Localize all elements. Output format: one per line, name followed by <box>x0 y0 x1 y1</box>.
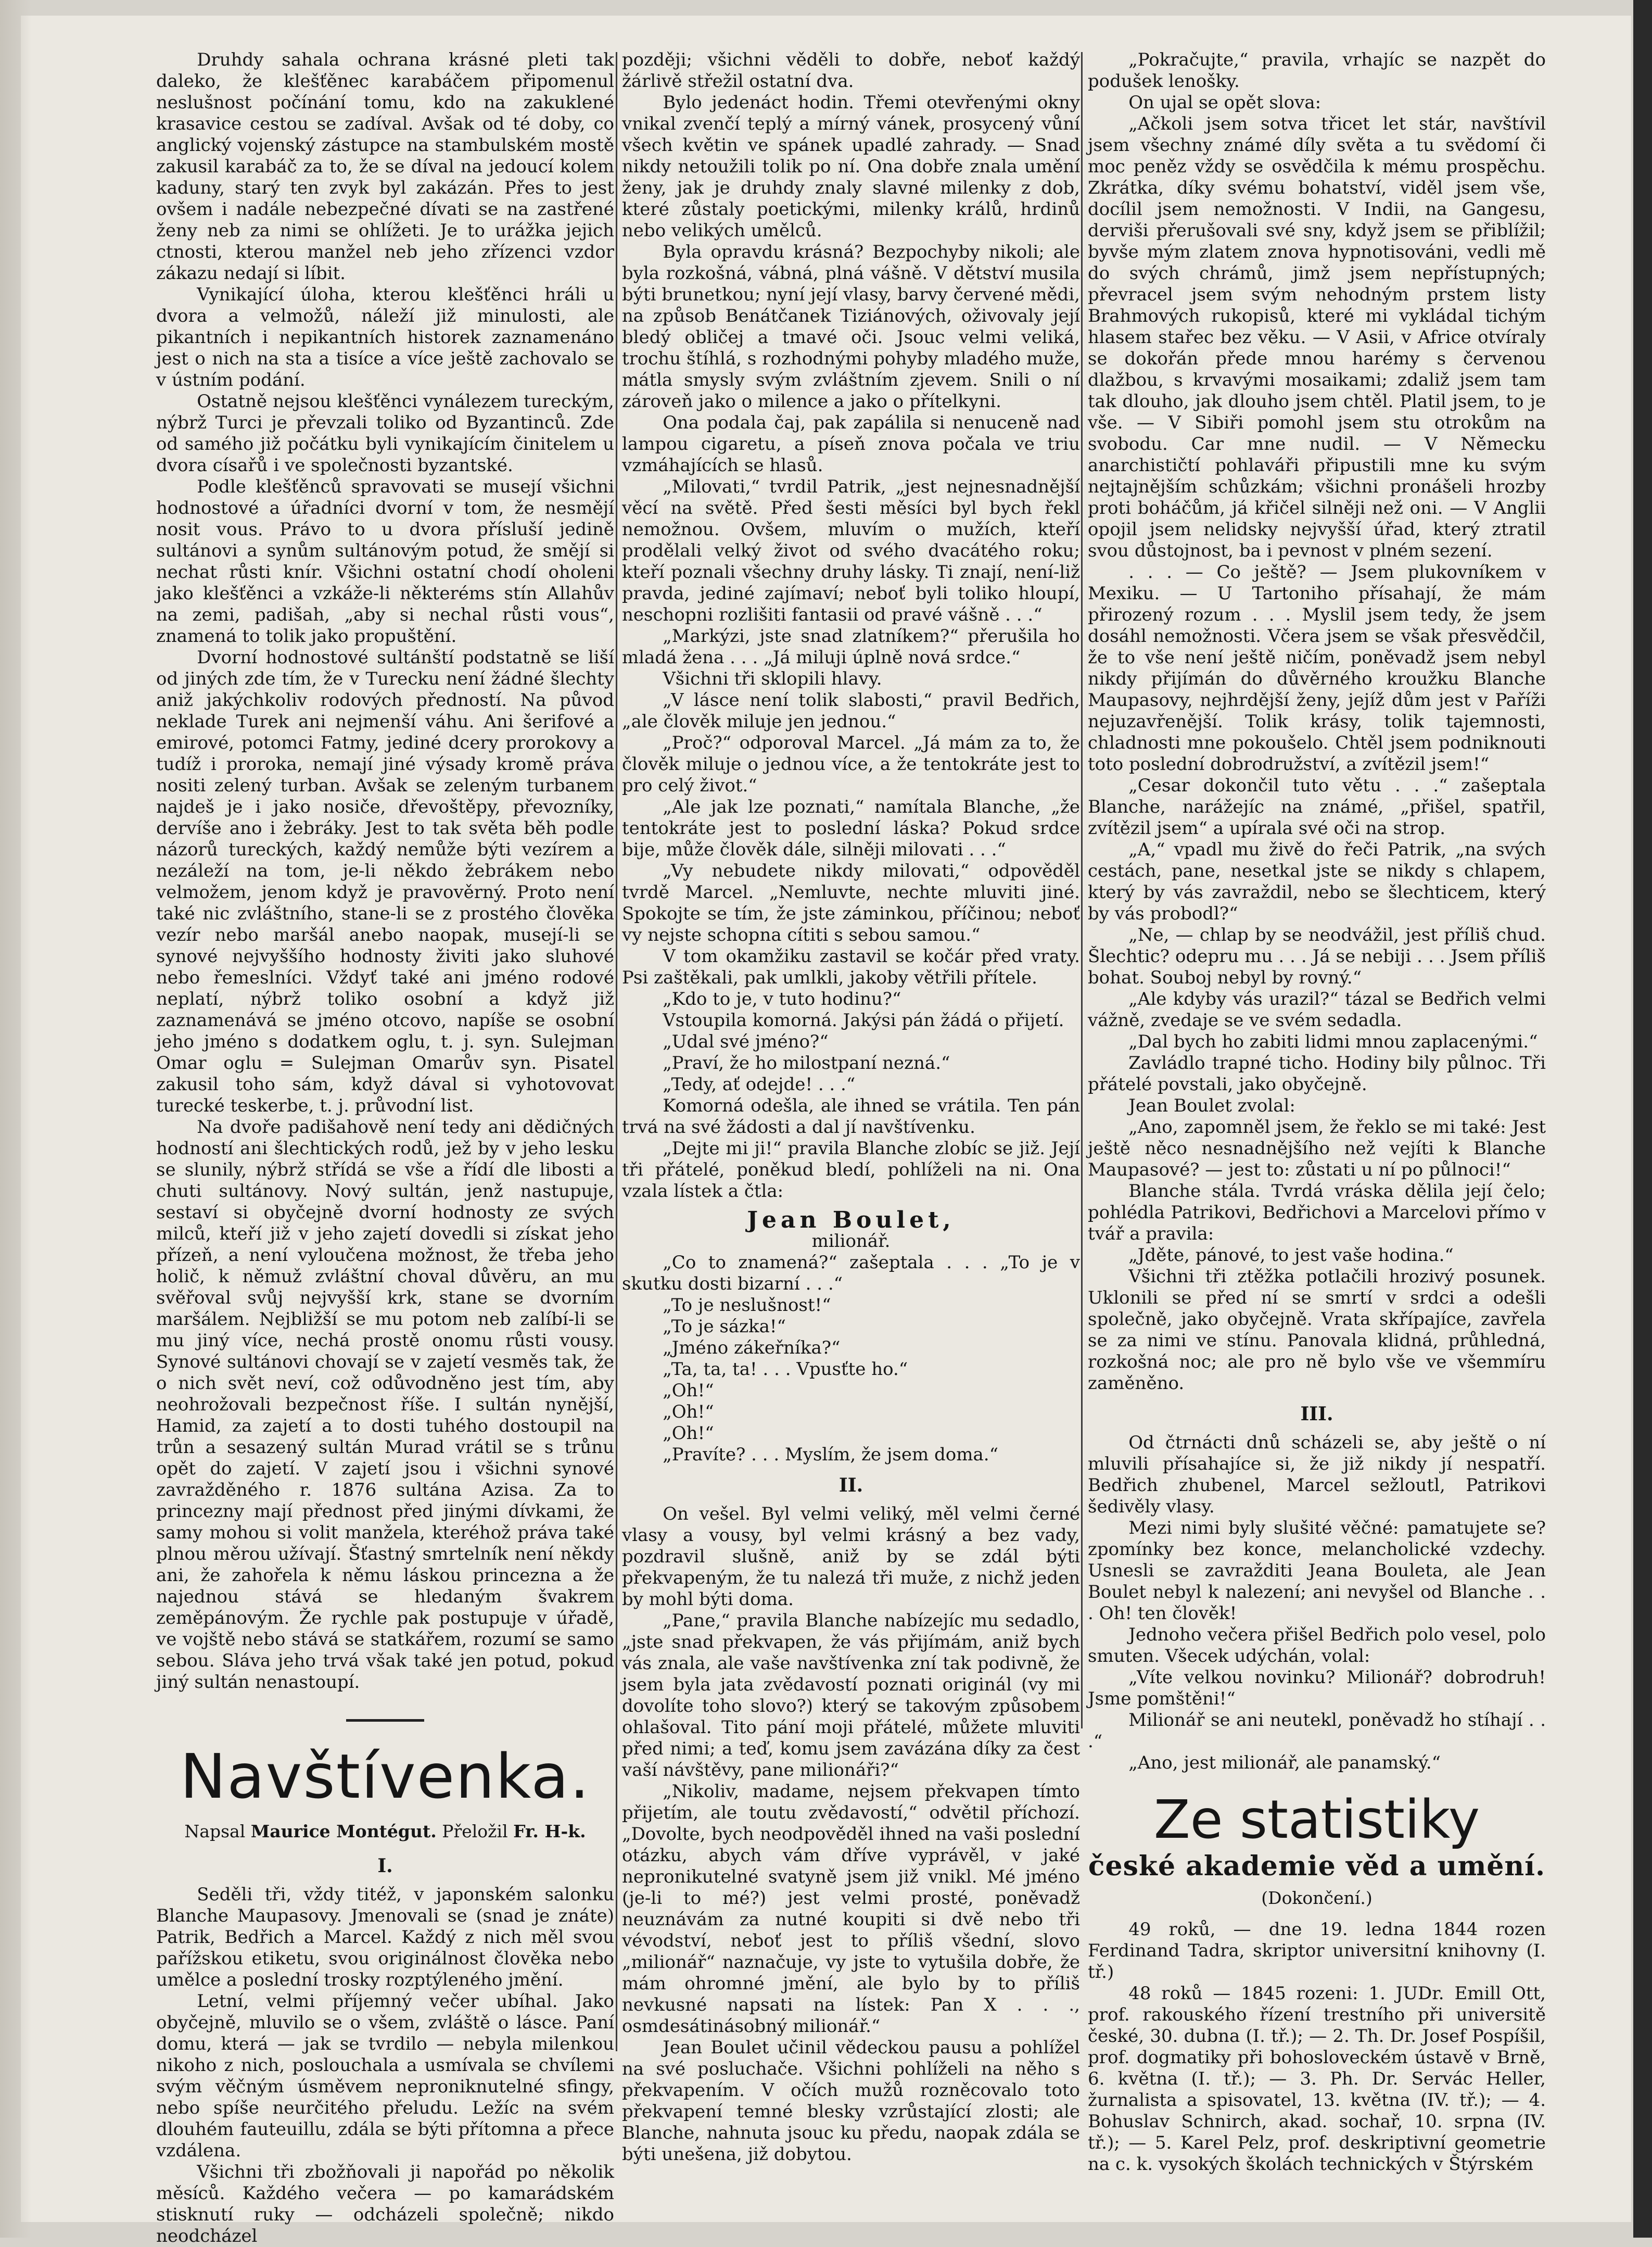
story-paragraph: Komorná odešla, ale ihned se vrátila. Ten pán trvá na své žádosti a dal jí navštívenku. <box>622 1095 1080 1138</box>
story-paragraph: „Ano, jest milionář, ale panamský.“ <box>1128 1752 1441 1773</box>
story-paragraph: „Víte velkou novinku? Milionář? dobrodruh! Jsme pomštěni!“ <box>1088 1667 1546 1709</box>
article-paragraph: Vynikající úloha, kterou klešťěnci hráli u dvora a velmožů, náleží již minulosti, ale pikantních i nepikantních historek zaznamenáno jest o nich na sta a tisíce a více ještě zachovalo se v ústním podání. <box>156 284 614 390</box>
story-paragraph: „Vy nebudete nikdy milovati,“ odpověděl tvrdě Marcel. „Nemluvte, nechte mluviti jiné. Spokojte se tím, že jste záminkou, příčinou; neboť vy nejste schopna cítiti s sebou samou.“ <box>622 861 1080 945</box>
story-paragraph: „Oh!“ <box>663 1380 714 1401</box>
article-paragraph: Druhdy sahala ochrana krásné pleti tak daleko, že klešťěnec karabáčem připomenul neslušnost počínání tomu, kdo na zakuklené krasavice cestou se zadíval. Avšak od té doby, co anglický vojenský zástupce na stambulském mostě zakusil karabáč za to, že se díval na jedoucí kolem kaduny, starý ten zvyk byl zakázán. Přes to jest ovšem i nadále nebezpečné dívati se na zastřené ženy neb za nimi se ohlížeti. Je to urážka jejich ctnosti, kterou manžel neb jeho zřízenci vzdor zákazu nedají si líbit. <box>156 49 614 284</box>
article-paragraph: Ostatně nejsou klešťěnci vynálezem tureckým, nýbrž Turci je převzali toliko od Byzantinců. Zde od samého již počátku byli vynikajícím činitelem u dvora císařů i ve společnosti byzantské. <box>156 391 614 476</box>
story-paragraph: „Jděte, pánové, to jest vaše hodina.“ <box>1128 1245 1454 1266</box>
story-paragraph: později; všichni věděli to dobře, neboť každý žárlivě střežil ostatní dva. <box>622 49 1080 92</box>
chapter-heading: III. <box>1300 1403 1333 1425</box>
story-paragraph: Mezi nimi byly slušité věčné: pamatujete se? zpomínky bez konce, melancholické vzdechy. Usnesli se zavražditi Jeana Bouleta, ale Jean Boulet nebyl k nalezení; ani nevyšel od Blanche . . . Oh! ten člověk! <box>1088 1518 1546 1624</box>
chapter-heading: II. <box>838 1474 863 1496</box>
story-paragraph: „Proč?“ odporoval Marcel. „Já mám za to, že člověk miluje o jednou více, a že tentokráte jest to pro celý život.“ <box>622 733 1080 796</box>
statistics-entry: 48 roků — 1845 rozeni: 1. JUDr. Emill Ott, prof. rakouského řízení trestního při universitě české, 30. dubna (I. tř.); — 2. Th. Dr. Josef Pospíšil, prof. dogmatiky při bohosloveckém ústavě v Brně, 6. května (I. tř.); — 3. Ph. Dr. Servác Heller, žurnalista a spisovatel, 13. května (IV. tř.); — 4. Bohuslav Schnirch, akad. sochař, 10. srpna (IV. tř.); — 5. Karel Pelz, prof. deskriptivní geometrie na c. k. vysokých školách technických v Štýrském <box>1088 1983 1546 2175</box>
page-right-edge <box>1633 0 1652 2238</box>
story-paragraph: „To je neslušnost!“ <box>663 1295 831 1316</box>
statistics-subtitle: české akademie věd a umění. <box>1088 1850 1546 1882</box>
story-paragraph: Ona podala čaj, pak zapálila si nenuceně nad lampou cigaretu, a píseň znova počala ve triu vzmáhajících se hlasů. <box>622 412 1080 476</box>
story-paragraph: „Praví, že ho milostpaní nezná.“ <box>663 1053 950 1074</box>
story-paragraph: Blanche stála. Tvrdá vráska dělila její čelo; pohlédla Patrikovi, Bedřichovi a Marcelovi přímo v tvář a pravila: <box>1088 1181 1546 1244</box>
story-paragraph: „Co to znamená?“ zašeptala . . . „To je v skutku dosti bizarní . . .“ <box>622 1252 1080 1294</box>
byline-prefix: Napsal <box>184 1821 246 1841</box>
story-paragraph: Milionář se ani neutekl, poněvadž ho stíhají . . .“ <box>1088 1710 1546 1752</box>
story-paragraph: Seděli tři, vždy titéž, v japonském salonku Blanche Maupasovy. Jmenovali se (snad je znáte) Patrik, Bedřich a Marcel. Každý z nich měl svou pařížskou etiketu, svou originálnost člověka nebo umělce a poslední trosky rozptýleného jmění. <box>156 1884 614 1990</box>
article-paragraph: Na dvoře padišahově není tedy ani dědičných hodností ani šlechtických rodů, jež by v jeho lesku se slunily, nýbrž střídá se vše a řídí dle libosti a chuti sultánovy. Nový sultán, jenž nastupuje, sestaví si obyčejně dvorní hodnosty ze svých milců, kteří již v jeho zajetí dovedli si získat jeho přízeň, a není vyloučena možnost, že třeba jeho holič, k němuž zvláštní choval důvěru, an mu svěřoval svůj nejvyšší krk, stane se dvorním maršálem. Nejbližší se mu potom neb zalíbí-li se mu jiný více, nechá prostě onomu růsti vousy. Synové sultánovi chovají se v zajetí vesměs tak, že o nich svět neví, což odůvodněno jest tím, aby neohrožovali bezpečnost říše. I sultán nynější, Hamid, za zajetí a to dosti tuhého dostoupil na trůn a sesazený sultán Murad vrátil se s trůnu opět do zajetí. V zajetí jsou i všichni synové zavražděného r. 1876 sultána Azisa. Za to princezny mají přednost před jinými dívkami, že samy mohou si volit manžela, kteréhož práva také plnou měrou užívají. Šťastný smrtelník není někdy ani, že zahořela k němu láskou princezna a že najednou stává se hledaným švakrem zeměpánovým. Že rychle pak postupuje v úřadě, ve vojště nebo stává se statkářem, rozumí se samo sebou. Sláva jeho trvá však také jen potud, pokud jiný sultán nenastoupí. <box>156 1117 614 1693</box>
story-paragraph: On ujal se opět slova: <box>1128 92 1321 113</box>
article-paragraph: Podle klešťěnců spravovati se musejí všichni hodnostové a úřadníci dvorní v tom, že nesmějí nosit vous. Právo to u dvora přísluší jedině sultánovi a synům sultánovým potud, že smějí si nechat růsti knír. Všichni ostatní chodí oholeni jako klešťěnci a vzkáže-li některéms stín Allahův na zemi, padišah, „aby si nechal růsti vous“, znamená to tolik jako propuštění. <box>156 476 614 647</box>
story-paragraph: „Milovati,“ tvrdil Patrik, „jest nejnesnadnější věcí na světě. Před šesti měsíci byl bych řekl nemožnou. Ovšem, mluvím o mužích, kteří prodělali velký život od svého dvacátého roku; kteří poznali všechny druhy lásky. Ti znají, není-liž pravda, jediné zajímaví; neboť byli toliko hloupí, neschopni rozlišiti fantasii od pravé vášně . . .“ <box>622 476 1080 625</box>
column-1 <box>156 49 614 2246</box>
story-paragraph: „Ne, — chlap by se neodvážil, jest příliš chud. Šlechtic? odepru mu . . . Já se nebiji . . . Jsem příliš bohat. Souboj nebyl by rovný.“ <box>1088 925 1546 988</box>
story-paragraph: . . . — Co ještě? — Jsem plukovníkem v Mexiku. — U Tartoniho přísahají, že mám přirozený rozum . . . Myslil jsem tedy, že jsem dosáhl nemožnosti. Včera jsem se však přesvědčil, že to vše není ještě ničím, poněvadž jsem nebyl nikdy přijímán do důvěrného kroužku Blanche Maupasovy, nejhrdější ženy, jejíž dům jest v Paříži nejuzavřenější. Tolik krásy, tolik tajemnosti, chladnosti mne pokoušelo. Chtěl jsem podniknouti toto poslední dobrodružství, a zvítězil jsem!“ <box>1088 562 1546 775</box>
story-paragraph: „Pane,“ pravila Blanche nabízejíc mu sedadlo, „jste snad překvapen, že vás přijímám, aniž bych vás znala, ale vaše navštívenka zní tak podivně, že jsem byla jata zvědavostí poznati originál (vy mi dovolíte toho slovo?) který se takovým způsobem ohlašoval. Tito pání moji přátelé, můžete mluviti před nimi; a teď, komu jsem zavázána díky za čest vaší návštěvy, pane milionáři?“ <box>622 1610 1080 1781</box>
story-paragraph: Zavládlo trapné ticho. Hodiny bily půlnoc. Tři přátelé povstali, jako obyčejně. <box>1088 1053 1546 1095</box>
story-paragraph: „Ačkoli jsem sotva třicet let stár, navštívil jsem všechny známé díly světa a tu svědomí či moc peněz vždy se osvědčila k mému prospěchu. Zkrátka, díky svému bohatství, viděl jsem vše, docílil jsem nemožnosti. V Indii, na Gangesu, derviši přerušovali své sny, když jsem se přiblížil; byvše mým zlatem znova hypnotisováni, vedli mě do svých chrámů, jimž jsem nepřístupných; převracel jsem svým nehodným prstem listy Brahmových rukopisů, které mi vykládal tichým hlasem stařec bez věku. — V Asii, v Africe otvíraly se dokořán přede mnou harémy s červenou dlažbou, s krvavými mosaikami; zdaliž jsem tam tak dlouho, jak dlouho jsem chtěl. Platil jsem, to je vše. — V Sibiři pomohl jsem stu otrokům na svobodu. Car mne nudil. — V Německu anarchističtí pohlaváři připustili mne ku svým nejtajnějším schůzkám; všichni pronášeli hrozby proti boháčům, já křičel silněji než oni. — V Anglii opojil jsem nelidsky nejvyšší úřad, který ztratil svou důstojnost, ba i pevnost v plném sezení. <box>1088 113 1546 561</box>
story-paragraph: „Oh!“ <box>663 1423 714 1444</box>
story-paragraph: Jednoho večera přišel Bedřich polo vesel, polo smuten. Všecek udýchán, volal: <box>1088 1624 1546 1667</box>
story-paragraph: Od čtrnácti dnů scházeli se, aby ještě o ní mluvili přísahajíce si, že již nikdy jí nespatří. Bedřich zhubenel, Marcel sežloutl, Patrikovi šedivěly vlasy. <box>1088 1432 1546 1517</box>
story-paragraph: Jean Boulet zvolal: <box>1128 1095 1295 1116</box>
story-paragraph: „Ta, ta, ta! . . . Vpusťte ho.“ <box>663 1359 908 1380</box>
story-paragraph: Všichni tři zbožňovali ji napořád po několik měsíců. Každého večera — po kamarádském stisknutí ruky — odcházeli společně; nikdo neodcházel <box>156 2162 614 2246</box>
story-paragraph: „Kdo to je, v tuto hodinu?“ <box>663 989 901 1009</box>
story-paragraph: Jean Boulet učinil vědeckou pausu a pohlížel na své posluchače. Všichni pohlíželi na něho s překvapením. V očích mužů rozněcovalo toto překvapení temné blesky vzrůstající zlosti; ale Blanche, nahnuta jsouc ku předu, naopak zdála se býti unešena, již dobytou. <box>622 2037 1080 2165</box>
column-rule-2 <box>1081 52 1083 1728</box>
story-paragraph: „Dejte mi ji!“ pravila Blanche zlobíc se již. Její tři přátelé, poněkud bledí, pohlíželi na ni. Ona vzala lístek a čtla: <box>622 1138 1080 1202</box>
story-paragraph: „Jméno zákeřníka?“ <box>663 1337 841 1358</box>
story-paragraph: „Ano, zapomněl jsem, že řeklo se mi také: Jest ještě něco nesnadnějšího než vejíti k Blanche Maupasové? — jest to: zůstati u ní po půlnoci!“ <box>1088 1117 1546 1180</box>
calling-card-title: milionář. <box>811 1231 891 1252</box>
story-paragraph: „Markýzi, jste snad zlatníkem?“ přerušila ho mladá žena . . . „Já miluji úplně nová srdce.“ <box>622 626 1080 668</box>
statistics-entry: 49 roků, — dne 19. ledna 1844 rozen Ferdinand Tadra, skriptor universitní knihovny (I. tř.) <box>1088 1919 1546 1983</box>
byline-translated: Přeložil <box>442 1821 508 1841</box>
story-paragraph: „Ale jak lze poznati,“ namítala Blanche, „že tentokráte jest to poslední láska? Pokud srdce bije, může člověk dále, silněji milovati . . .“ <box>622 797 1080 860</box>
page-left-shadow <box>0 0 31 2238</box>
byline-author: Maurice Montégut. <box>250 1821 437 1841</box>
section-divider <box>346 1719 424 1722</box>
story-paragraph: „Oh!“ <box>663 1402 714 1422</box>
story-paragraph: „Tedy, ať odejde! . . .“ <box>663 1074 856 1095</box>
chapter-heading: I. <box>377 1855 393 1877</box>
column-3 <box>1088 49 1546 2175</box>
story-paragraph: „Ale kdyby vás urazil?“ tázal se Bedřich velmi vážně, zvedaje se ve svém sedadla. <box>1088 989 1546 1031</box>
story-paragraph: „Pravíte? . . . Myslím, že jsem doma.“ <box>663 1444 998 1465</box>
story-title: Navštívenka. <box>180 1740 591 1812</box>
story-paragraph: „V lásce není tolik slabosti,“ pravil Bedřich, „ale člověk miluje jen jednou.“ <box>622 690 1080 732</box>
story-paragraph: „A,“ vpadl mu živě do řeči Patrik, „na svých cestách, pane, nesetkal jste se nikdy s chlapem, který by vás zavraždil, nebo se šlechticem, který by vás probodl?“ <box>1088 839 1546 924</box>
story-paragraph: Bylo jedenáct hodin. Třemi otevřenými okny vnikal zvenčí teplý a mírný vánek, prosycený vůní všech květin ve spánek upadlé zahrady. — Snad nikdy netoužili tolik po ní. Ona dobře znala umění ženy, jak je druhdy znaly slavné milenky z dob, které zůstaly poetickými, milenky králů, hrdinů nebo velikých umělců. <box>622 92 1080 241</box>
story-paragraph: Všichni tři sklopili hlavy. <box>663 668 882 689</box>
story-paragraph: „Udal své jméno?“ <box>663 1031 829 1052</box>
story-paragraph: „To je sázka!“ <box>663 1316 786 1337</box>
story-byline <box>156 1821 614 1842</box>
column-rule-1 <box>616 52 617 2051</box>
story-paragraph: Všichni tři ztěžka potlačili hrozivý posunek. Uklonili se před ní se smrtí v srdci a odešli společně, jako obyčejně. Vrata skřípajíce, zavřela se za nimi ve stínu. Panovala klidná, průhledná, rozkošná noc; ale pro ně bylo vše ve všemmíru zaměněno. <box>1088 1266 1546 1394</box>
story-paragraph: Letní, velmi příjemný večer ubíhal. Jako obyčejně, mluvilo se o všem, zvláště o lásce. Paní domu, která — jak se tvrdilo — nebyla milenkou nikoho z nich, poslouchala a usmívala se chvílemi svým věčným úsměvem neproniknutelné sfingy, nebo spíše neurčitého přeludu. Ležíc na svém dlouhém fauteuillu, zdála se býti přítomna a přece vzdálena. <box>156 1991 614 2161</box>
story-paragraph: „Dal bych ho zabiti lidmi mnou zaplacenými.“ <box>1128 1031 1538 1052</box>
story-paragraph: Vstoupila komorná. Jakýsi pán žádá o přijetí. <box>663 1010 1064 1031</box>
story-paragraph: „Cesar dokončil tuto větu . . .“ zašeptala Blanche, narážejíc na známé, „přišel, spatřil, zvítězil jsem“ a upírala své oči na strop. <box>1088 775 1546 839</box>
story-paragraph: V tom okamžiku zastavil se kočár před vraty. Psi zaštěkali, pak umlkli, jakoby větřili přítele. <box>622 946 1080 988</box>
story-paragraph: On vešel. Byl velmi veliký, měl velmi černé vlasy a vousy, byl velmi krásný a bez vady, pozdravil slušně, aniž by se zdál býti překvapeným, že tu nalezá tři muže, z nichž jeden by mohl býti doma. <box>622 1504 1080 1610</box>
statistics-title: Ze statistiky <box>1153 1789 1480 1851</box>
article-paragraph: Dvorní hodnostové sultánští podstatně se liší od jiných zde tím, že v Turecku není žádné šlechty aniž jakýchkoliv rodových předností. Na původ neklade Turek ani nejmenší váhu. Ani šerifové a emirové, potomci Fatmy, jediné dcery prorokovy a tudíž i proroka, nemají jiné výsady kromě práva nositi zelený turban. Avšak se zeleným turbanem najdeš je i jako nosiče, dřevoštěpy, převozníky, dervíše ano i žebráky. Jest to tak světa běh podle názorů tureckých, každý nemůže býti vezírem a nezáleží na tom, je-li někdo žebrákem nebo velmožem, jenom když je pravověrný. Proto není také nic zvláštního, stane-li se z prostého člověka vezír nebo maršál anebo naopak, musejí-li se synové nejvyššího hodnosty živiti jako sluhové nebo řemeslníci. Vždyť také ani jméno rodové neplatí, nýbrž toliko osobní a když již zaznamenává se jméno otcovo, napíše se osobní jeho jméno s dodatkem oglu, t. j. syn. Sulejman Omar oglu = Sulejman Omarův syn. Pisatel zakusil toho sám, když dával si vyhotovovat turecké teskerbe, t. j. průvodní list. <box>156 647 614 1116</box>
calling-card-name: Jean Boulet, <box>747 1207 955 1233</box>
story-paragraph: „Pokračujte,“ pravila, vrhajíc se nazpět do podušek lenošky. <box>1088 49 1546 92</box>
story-paragraph: „Nikoliv, madame, nejsem překvapen tímto přijetím, ale toutu zvědavostí,“ odvětil příchozí. „Dovolte, bych neodpověděl ihned na vaši poslední otázku, abych vám dříve vyprávěl, v jaké nepronikutelné svatyně jsem již vnikl. Mé jméno (je-li to mé?) jest velmi prosté, poněvadž neuznávám za nutné koupiti si dvě nebo tři vévodství, neboť jest to příliš všední, slovo „milionář“ naznačuje, vy jste to vytušila dobře, že mám ohromné jmění, ale bylo by to příliš nevkusné napsati na lístek: Pan X . . ., osmdesátinásobný milionář.“ <box>622 1781 1080 2037</box>
column-2 <box>622 49 1080 2165</box>
story-paragraph: Byla opravdu krásná? Bezpochyby nikoli; ale byla rozkošná, vábná, plná vášně. V dětství musila býti brunetkou; nyní její vlasy, barvy červené mědi, na způsob Benátčanek Tiziánových, oživovaly její bledý obličej a tmavé oči. Jsouc velmi veliká, trochu štíhlá, s rozhodnými pohyby mladého muže, mátla smysly svým zvláštním zjevem. Snili o ní zároveň jako o milence a jako o přítelkyni. <box>622 242 1080 412</box>
byline-translator: Fr. H-k. <box>513 1821 586 1841</box>
statistics-note: (Dokončení.) <box>1261 1888 1373 1908</box>
